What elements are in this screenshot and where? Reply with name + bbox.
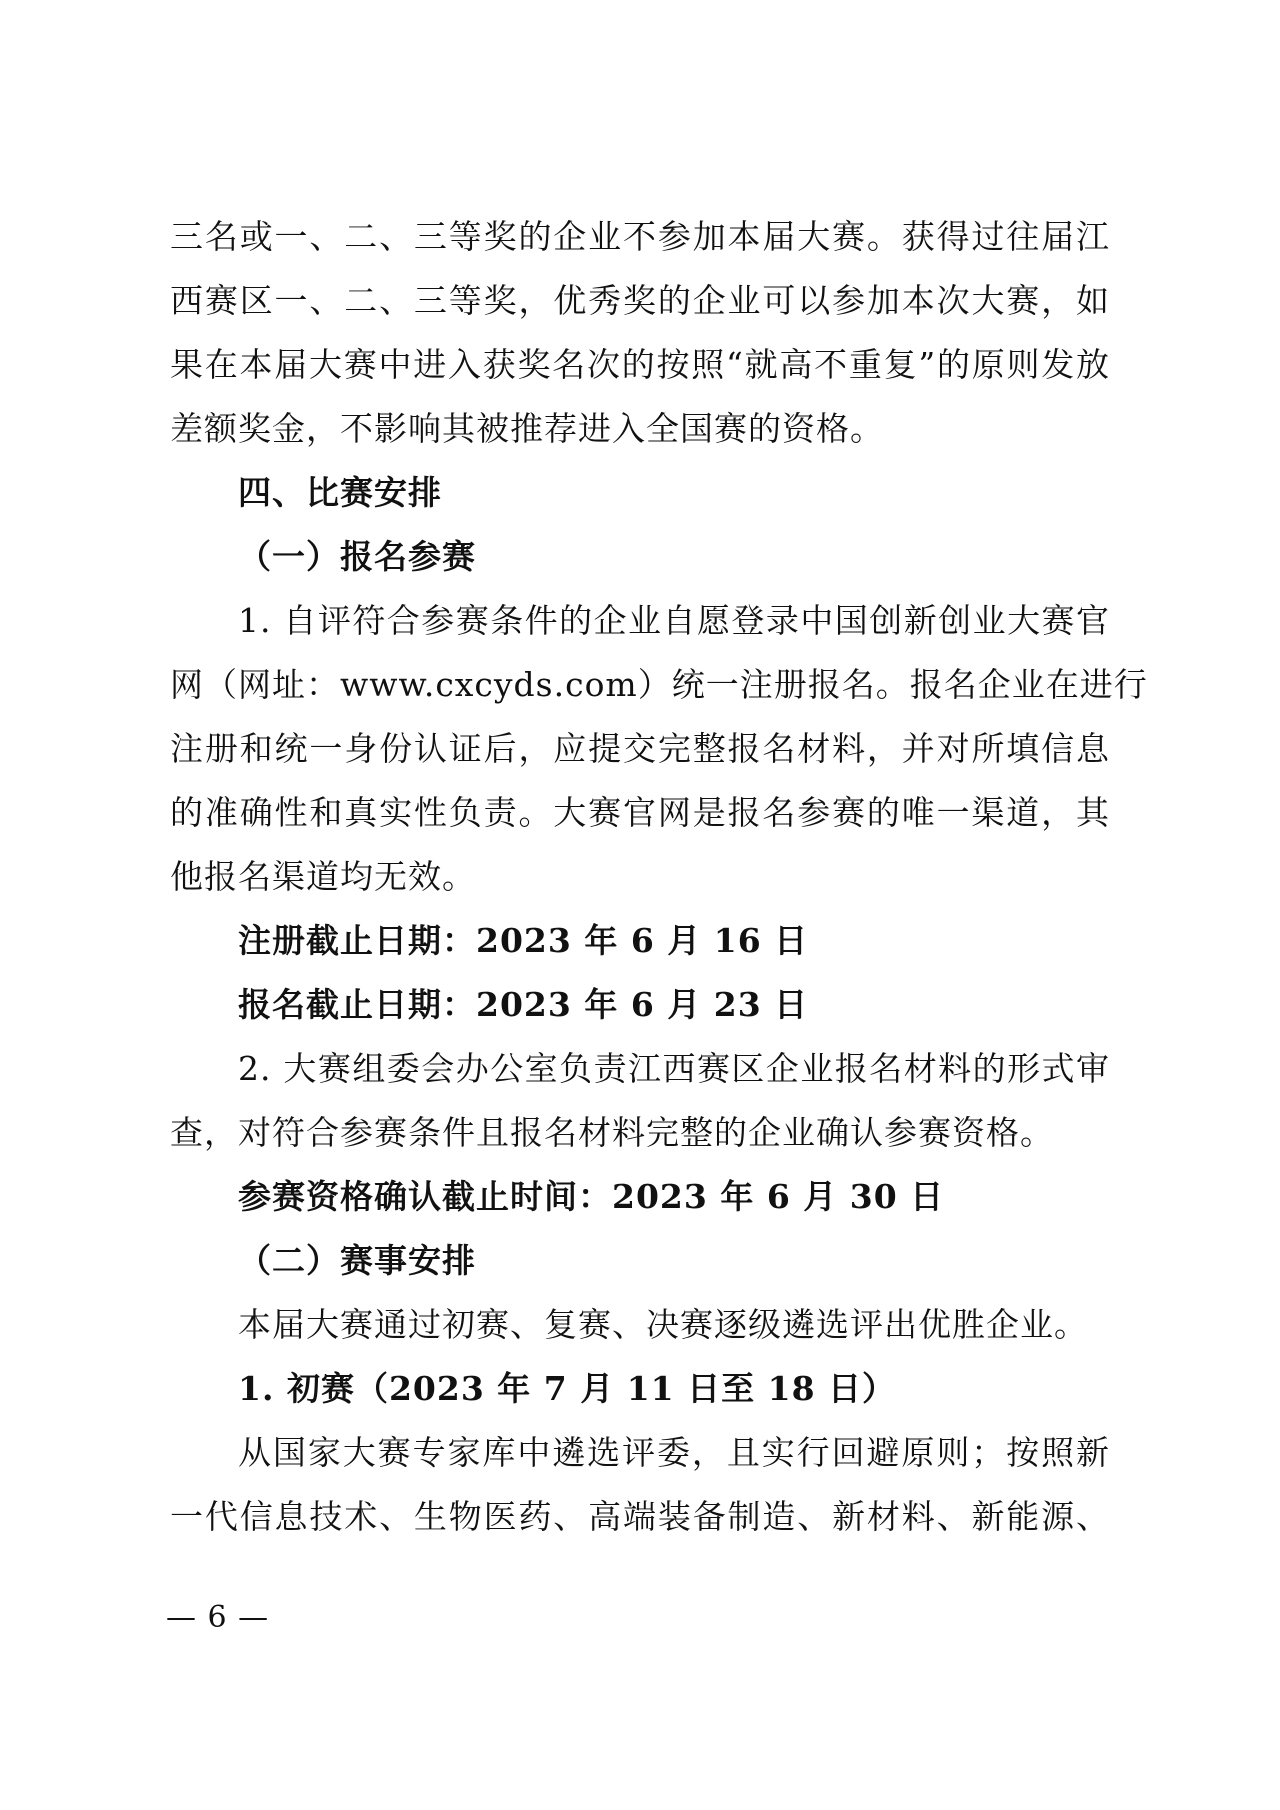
qualification-deadline: 参赛资格确认截止时间：2023 年 6 月 30 日 (238, 1177, 945, 1216)
paragraph-line: 从国家大赛专家库中遴选评委，且实行回避原则；按照新 (238, 1433, 1110, 1472)
preliminary-round-paragraph (170, 1421, 1110, 1549)
paragraph-line: 他报名渠道均无效。 (170, 857, 476, 896)
item-1-registration-paragraph (170, 589, 1148, 909)
paragraph-line: 差额奖金，不影响其被推荐进入全国赛的资格。 (170, 409, 884, 448)
paragraph-line: 一代信息技术、生物医药、高端装备制造、新材料、新能源、 (170, 1497, 1110, 1536)
item-2-review-paragraph (170, 1037, 1110, 1165)
subsection-heading-registration: （一）报名参赛 (238, 537, 476, 576)
section-heading-competition-arrangement: 四、比赛安排 (238, 473, 442, 512)
paragraph-line: 注册和统一身份认证后，应提交完整报名材料，并对所填信息 (170, 729, 1110, 768)
paragraph-line: 的准确性和真实性负责。大赛官网是报名参赛的唯一渠道，其 (170, 793, 1110, 832)
paragraph-line: 查，对符合参赛条件且报名材料完整的企业确认参赛资格。 (170, 1113, 1054, 1152)
paragraph-line: 西赛区一、二、三等奖，优秀奖的企业可以参加本次大赛，如 (170, 281, 1110, 320)
paragraph-line: 2. 大赛组委会办公室负责江西赛区企业报名材料的形式审 (238, 1049, 1110, 1088)
registration-deadline: 注册截止日期：2023 年 6 月 16 日 (238, 921, 809, 960)
document-page (170, 205, 1148, 1549)
paragraph-line: 网（网址：www.cxcyds.com）统一注册报名。报名企业在进行 (170, 665, 1148, 704)
schedule-intro: 本届大赛通过初赛、复赛、决赛逐级遴选评出优胜企业。 (238, 1305, 1088, 1344)
preliminary-round-heading: 1. 初赛（2023 年 7 月 11 日至 18 日） (238, 1369, 897, 1408)
subsection-heading-schedule: （二）赛事安排 (238, 1241, 476, 1280)
paragraph-line: 1. 自评符合参赛条件的企业自愿登录中国创新创业大赛官 (238, 601, 1110, 640)
paragraph-eligibility (170, 205, 1110, 461)
application-deadline: 报名截止日期：2023 年 6 月 23 日 (238, 985, 809, 1024)
paragraph-line: 果在本届大赛中进入获奖名次的按照“就高不重复”的原则发放 (170, 345, 1110, 384)
page-number: — 6 — (166, 1600, 270, 1635)
paragraph-line: 三名或一、二、三等奖的企业不参加本届大赛。获得过往届江 (170, 217, 1110, 256)
